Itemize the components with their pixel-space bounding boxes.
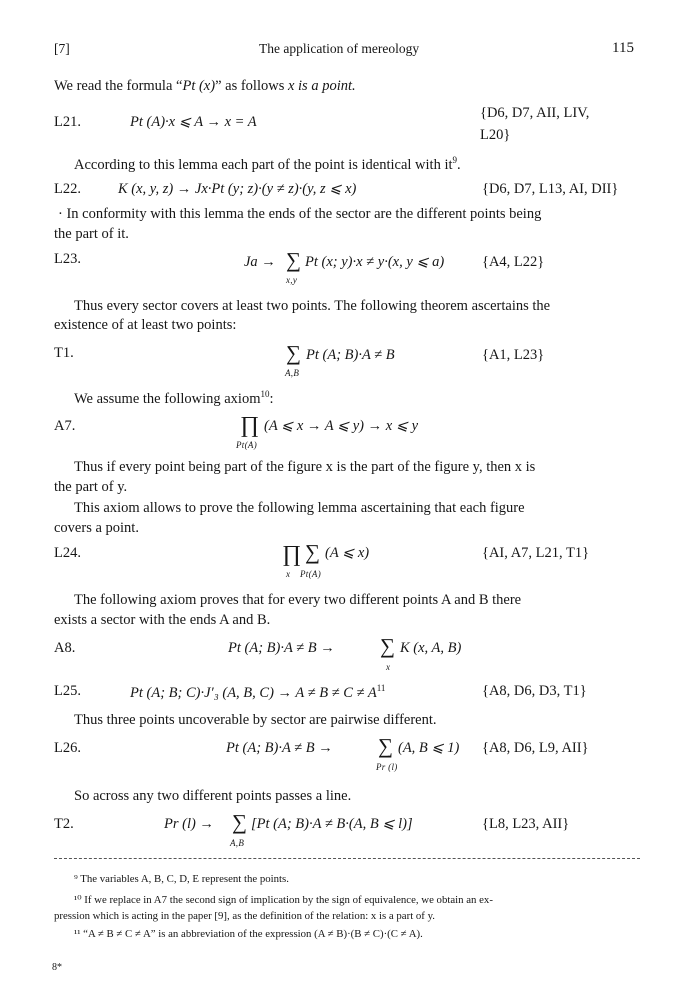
lemma-references-l24: {AI, A7, L21, T1} [482,545,590,561]
summation-sign: ∑ [232,810,247,834]
paragraph-lemma-commentary: According to this lemma each part of the point is identical with $it^9$. [74,155,461,173]
theorem-references-t1: {A1, L23} [482,347,545,363]
paragraph-sector-existence-line2: exists a sector with the ends A and B. [54,612,271,628]
paragraph-axiom-consequence-line2: covers a point. [54,520,139,536]
lemma-formula-l25: Pt (A; B; C)·J′₃ (A, B, $C) \to A \ne B \ne C \ne A^{11}$ [130,683,386,701]
paragraph-sector-ends-line1: · In conformity with this lemma the ends of the sector are the different points being [58,206,542,222]
lemma-formula-l21: Pt (A)·x ⩽ A → x = A [130,114,257,130]
lemma-label-l24: L24. [54,545,81,561]
theorem-formula-t2-antecedent: Pr (l) → [164,816,214,832]
footnote-divider [54,858,640,859]
footnote-11: ¹¹ “A ≠ B ≠ C ≠ A” is an abbreviation of the expression (A ≠ B)·(B ≠ C)·(C ≠ A). [74,928,423,940]
lemma-references-l21: {D6, D7, AII, LIV, [480,105,590,121]
summation-subscript: A,B [285,368,300,378]
theorem-references-t2: {L8, L23, AII} [482,816,570,832]
paragraph-axiom-consequence-line1: This axiom allows to prove the following lemma ascertaining that each figure [74,500,525,516]
lemma-label-l25: L25. [54,683,81,699]
header-page-number: 115 [612,40,634,56]
paragraph-sector-covers-line2: existence of at least two points: [54,317,237,333]
theorem-formula-t1: Pt (A; B)·A ≠ B [306,347,395,363]
summation-subscript: x [386,662,391,672]
printer-signature-mark: 8* [52,962,62,973]
paragraph-pairwise-different: Thus three points uncoverable by sector are pairwise different. [74,712,437,728]
paragraph-axiom-intro: We assume the following axiom$^{10}$: [74,389,274,407]
summation-sign: ∑ [305,540,320,564]
theorem-label-t1: T1. [54,345,74,361]
summation-sign: ∑ [380,634,395,658]
paragraph-axiom-meaning-line2: the part of y. [54,479,128,495]
lemma-formula-l22: K (x, y, z) → Jx·Pt (y; z)·(y ≠ z)·(y, z ⩽ x) [118,181,357,197]
header-running-title: The application of mereology [259,41,420,56]
lemma-references-l21-cont: L20} [480,127,511,143]
footnote-10: ¹⁰ If we replace in A7 the second sign of implication by the sign of equivalence, we obtain an ex- [74,894,493,906]
axiom-formula-a7: (A ⩽ x → A ⩽ y) → x ⩽ y [264,418,419,434]
lemma-references-l26: {A8, D6, L9, AII} [482,740,589,756]
lemma-references-l22: {D6, D7, L13, AI, DII} [482,181,619,197]
lemma-formula-l26: (A, B ⩽ 1) [398,740,460,756]
axiom-label-a7: A7. [54,418,76,434]
footnote-9: ⁹ The variables A, B, C, D, E represent the points. [74,873,289,885]
lemma-formula-l26-antecedent: Pt (A; B)·A ≠ B → [226,740,333,756]
theorem-formula-t2: [Pt (A; B)·A ≠ B·(A, B ⩽ l)] [251,816,413,832]
header-chapter-number: [7] [54,41,70,56]
lemma-label-l21: L21. [54,114,81,130]
summation-subscript: A,B [230,838,245,848]
lemma-references-l25: {A8, D6, D3, T1} [482,683,587,699]
paragraph-formula-reading: We read the formula “Pt (x)” as follows x is a point. [54,78,356,94]
axiom-formula-a8: K (x, A, B) [400,640,462,656]
summation-subscript: x,y [286,275,298,285]
axiom-formula-a8-antecedent: Pt (A; B)·A ≠ B → [228,640,335,656]
paragraph-sector-covers-line1: Thus every sector covers at least two points. The following theorem ascertains the [74,298,551,314]
lemma-formula-l24: (A ⩽ x) [325,545,370,561]
theorem-label-t2: T2. [54,816,74,832]
lemma-label-l22: L22. [54,181,81,197]
paragraph-sector-existence-line1: The following axiom proves that for every two different points A and B there [74,592,522,608]
summation-sign: ∑ [286,248,301,272]
product-subscript: x [286,569,291,579]
lemma-label-l26: L26. [54,740,81,756]
paragraph-sector-ends-line2: the part of it. [54,226,129,242]
product-subscript: Pt(A) [236,440,257,450]
summation-sign: ∑ [378,734,393,758]
lemma-references-l23: {A4, L22} [482,254,545,270]
lemma-formula-l23: Pt (x; y)·x ≠ y·(x, y ⩽ a) [305,254,445,270]
summation-subscript: Pt(A) [300,569,321,579]
lemma-formula-l23-antecedent: Ja → [244,254,276,270]
paragraph-axiom-meaning-line1: Thus if every point being part of the figure x is the part of the figure y, then x is [74,459,536,475]
product-sign: ∏ [240,412,259,437]
axiom-label-a8: A8. [54,640,76,656]
summation-subscript: Pr (l) [376,762,398,772]
lemma-label-l23: L23. [54,251,81,267]
paragraph-line-through-points: So across any two different points passes a line. [74,788,352,804]
summation-sign: ∑ [286,341,301,365]
footnote-10-cont: pression which is acting in the paper [9], as the definition of the relation: x is a part of y. [54,910,435,922]
product-sign: ∏ [282,541,301,566]
